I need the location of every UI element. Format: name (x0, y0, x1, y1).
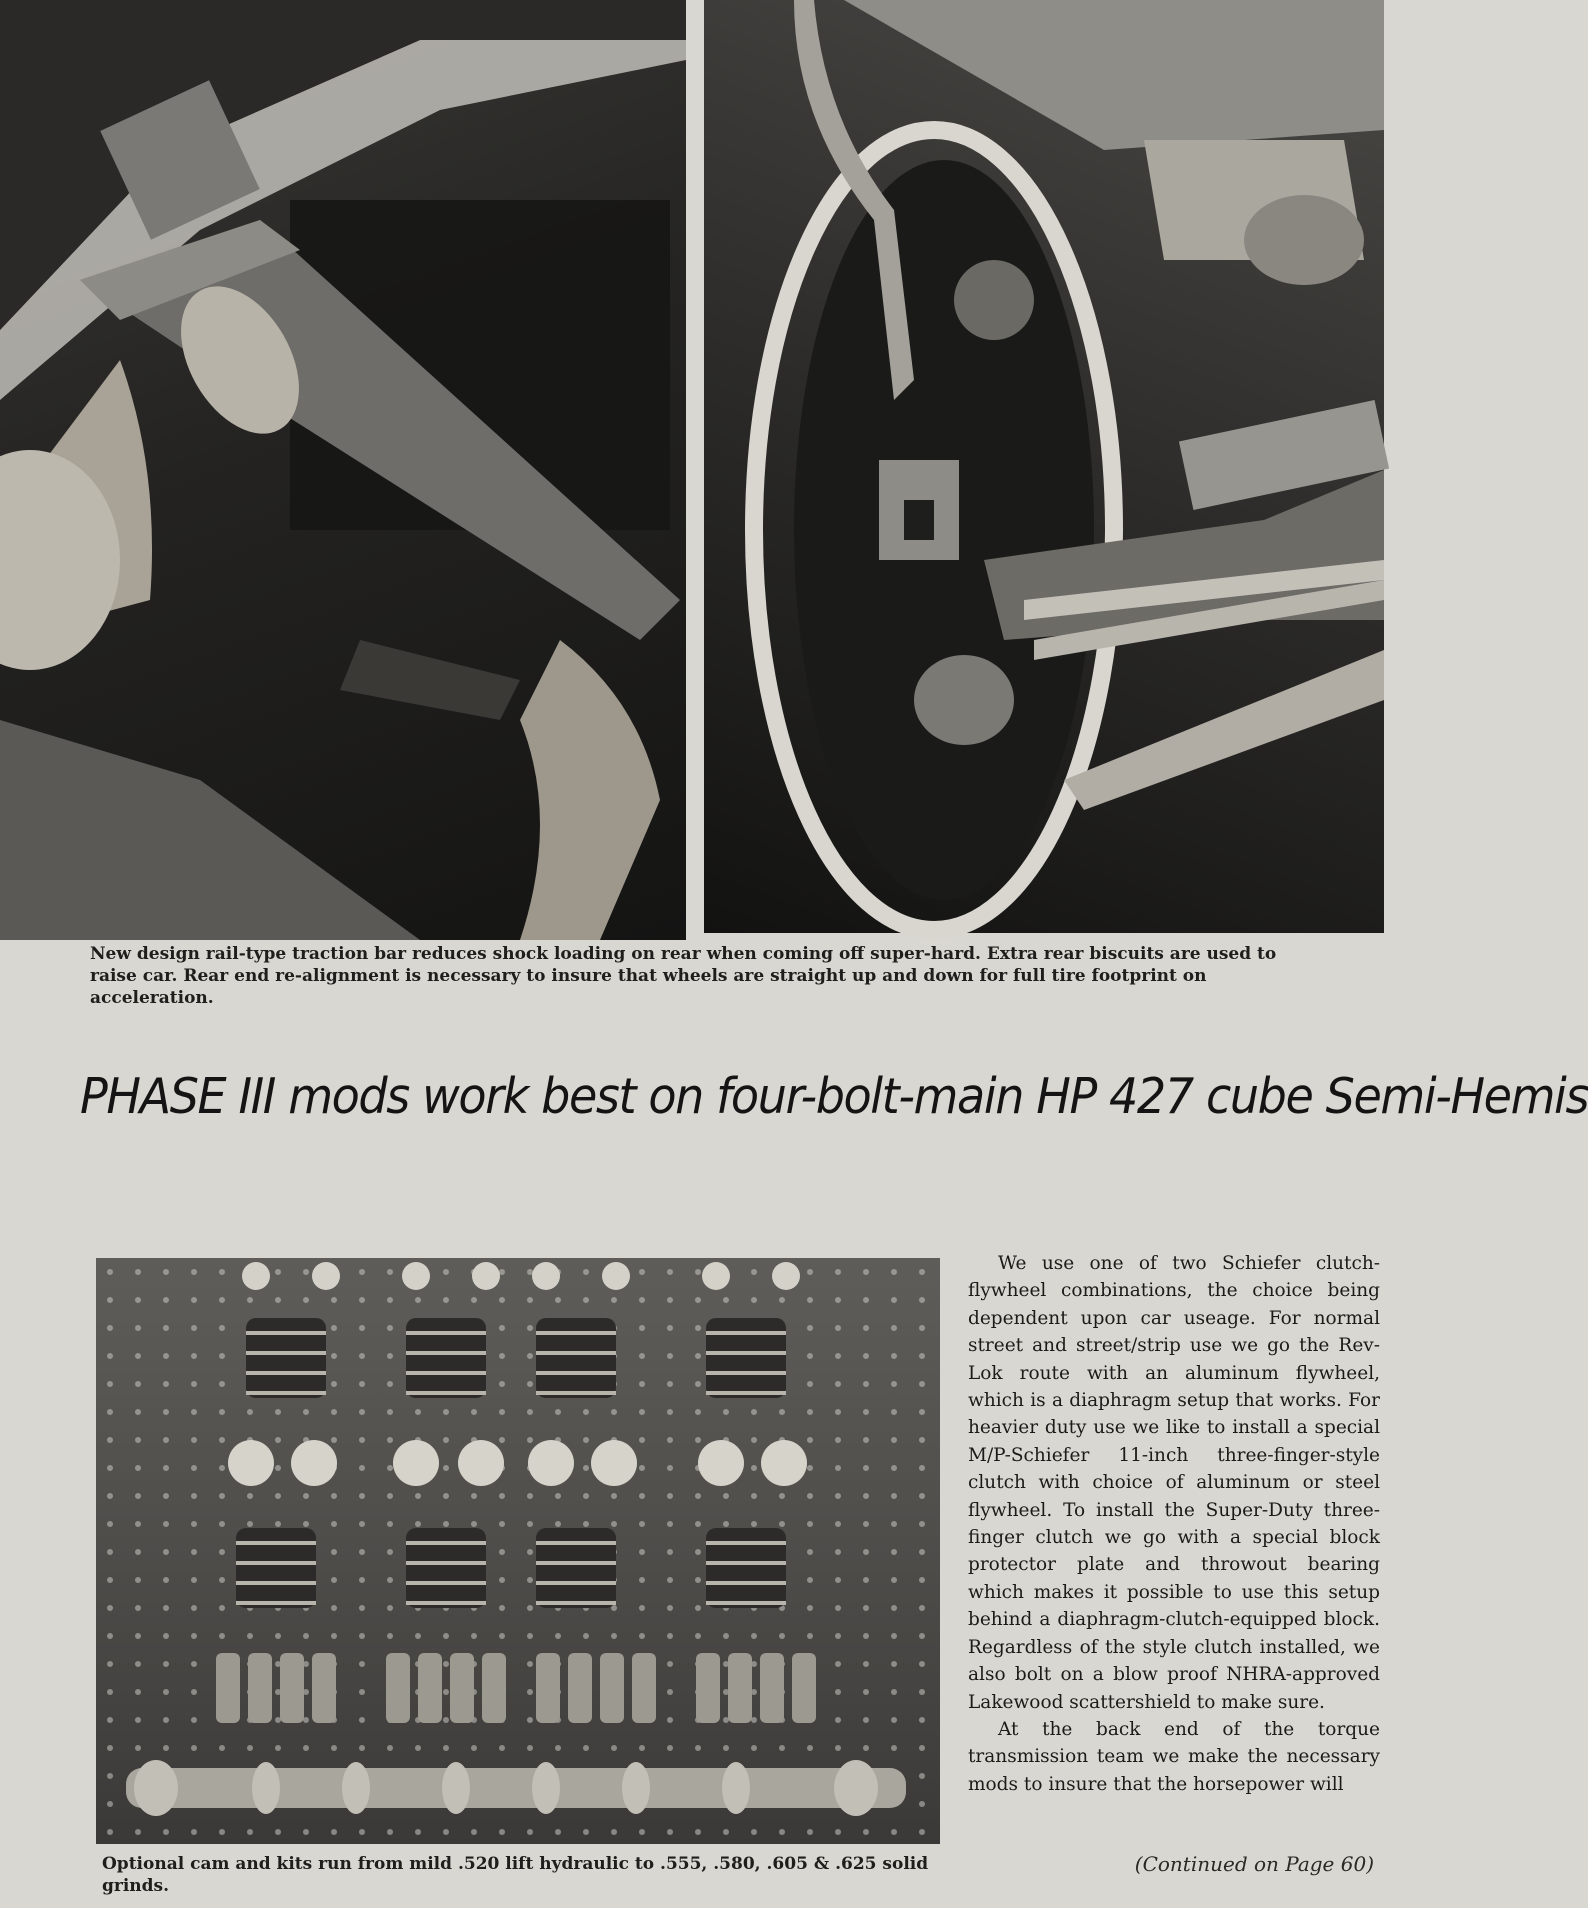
article-body (968, 1250, 1380, 1798)
photo-traction-bar-install (0, 0, 686, 940)
continued-on-page: (Continued on Page 60) (1134, 1852, 1374, 1876)
photo-right-graphic (704, 0, 1384, 933)
page-headline: PHASE III mods work best on four-bolt-main HP 427 cube Semi-Hemis (80, 1068, 1588, 1125)
body-paragraph-2: At the back end of the torque transmission team we make the necessary mods to insure that the horsepower will (968, 1718, 1380, 1795)
caption-top: New design rail-type traction bar reduces shock loading on rear when coming off super-hard. Extra rear biscuits are used to raise car. Rear end re-alignment is necessary to insure that wheels are straight up and down for full tire footprint on acceleration. (90, 944, 1277, 1008)
photo-left-graphic (0, 0, 686, 940)
caption-bottom: Optional cam and kits run from mild .520 lift hydraulic to .555, .580, .605 & .625 solid grinds. (102, 1854, 929, 1896)
photo-rear-suspension (704, 0, 1384, 933)
photo-bottom-graphic (96, 1258, 940, 1844)
photo-cam-kit-pegboard (96, 1258, 940, 1844)
body-paragraph-1: We use one of two Schiefer clutch-flywheel combinations, the choice being dependent upon car useage. For normal street and street/strip use we go the Rev-Lok route with an aluminum flywheel, which is a diaphragm setup that works. For heavier duty use we like to install a special M/P-Schiefer 11-inch three-finger-style clutch with choice of aluminum or steel flywheel. To install the Super-Duty three-finger clutch we go with a special block protector plate and throwout bearing which makes it possible to use this setup behind a diaphragm-clutch-equipped block. Regardless of the style clutch installed, we also bolt on a blow proof NHRA-approved Lakewood scattershield to make sure. (968, 1253, 1380, 1713)
